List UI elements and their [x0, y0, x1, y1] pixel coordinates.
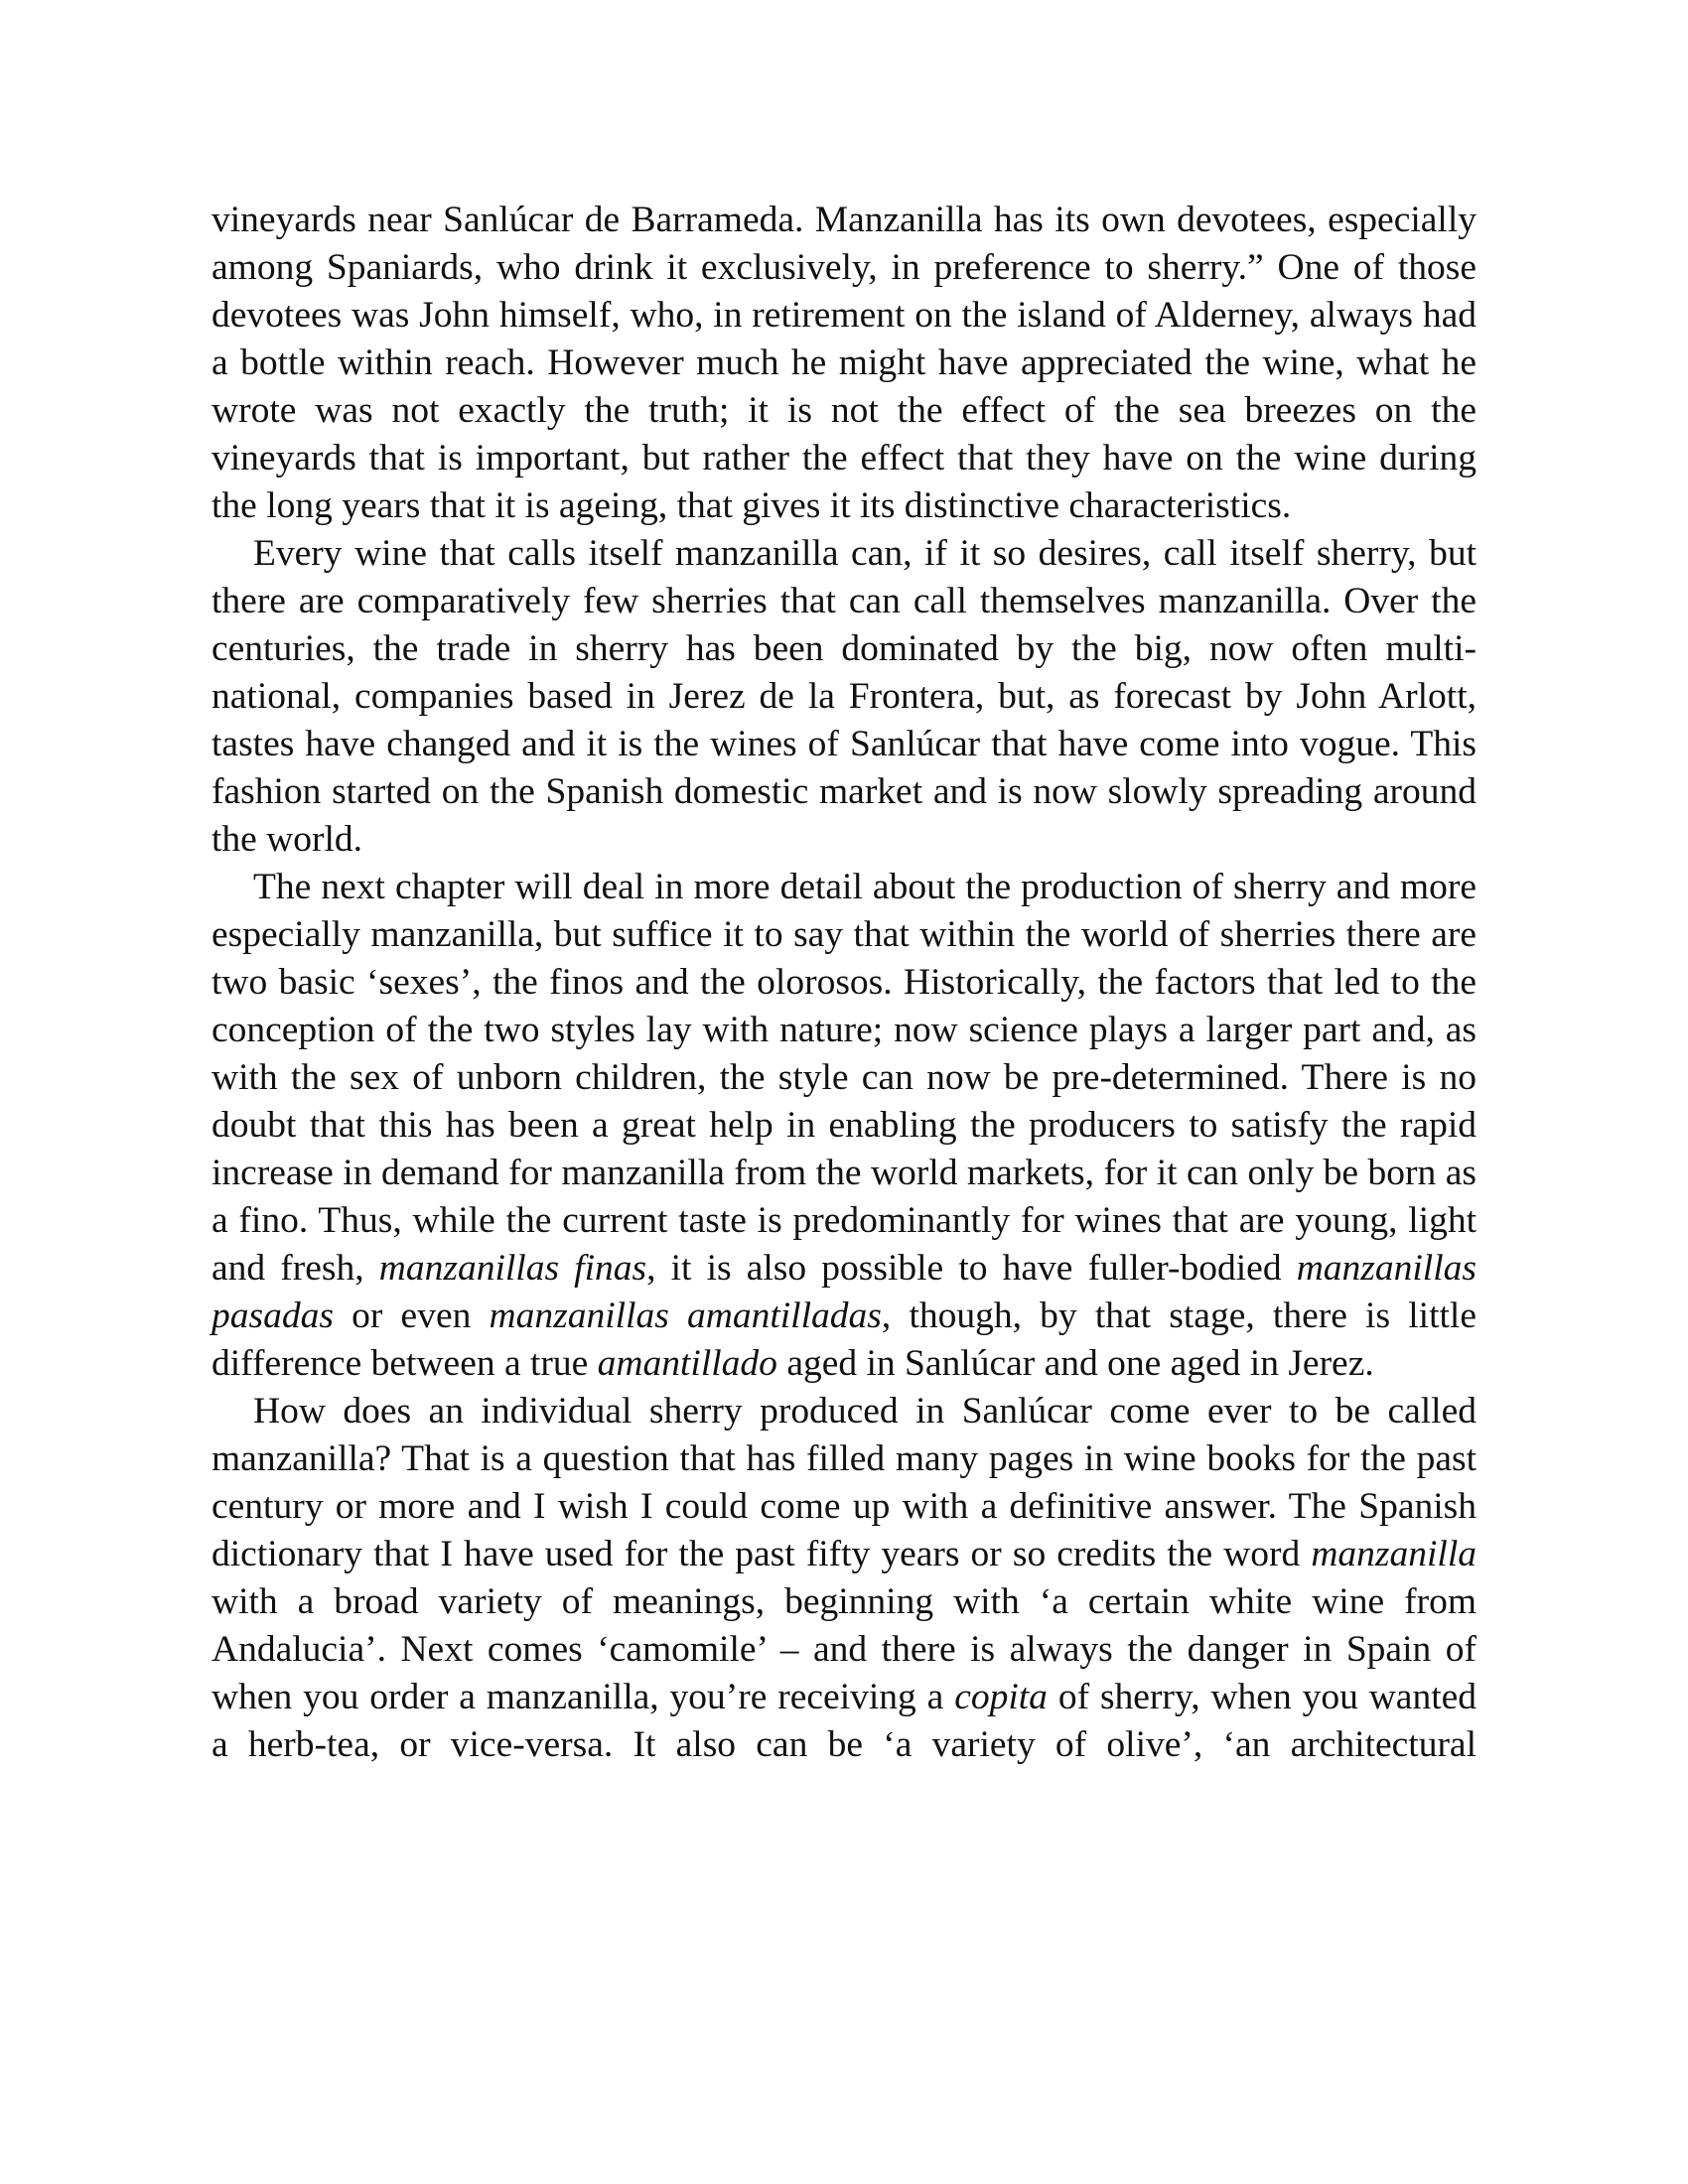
paragraph-3-italic-1: manzanillas finas [378, 1248, 647, 1289]
paragraph-1-text: vineyards near Sanlúcar de Barrameda. Manzanilla has its own devotees, especially among Spaniards, who drink it exclusively, in preference to sherry.” One of those devotees was John himself, who, in retirement on the island of Alderney, always had a bottle within reach. However much he might have appreciated the wine, what he wrote was not exactly the truth; it is not the effect of the sea breezes on the vineyards that is important, but rather the effect that they have on the wine during the long years that it is ageing, that gives it its distinctive characteristics. [211, 200, 1477, 526]
paragraph-3-text-3: or even [333, 1296, 490, 1336]
paragraph-3-italic-3: manzanillas amantilladas [489, 1296, 882, 1336]
paragraph-3-italic-4: amantillado [597, 1343, 777, 1384]
paragraph-3-text-4: , though, by that stage, there is little difference between a true [211, 1296, 1477, 1384]
paragraph-2-text: Every wine that calls itself manzanilla can, if it so desires, call itself sherry, but there are comparatively few sherries that can call themselves manzanilla. Over the centuries, the trade in sherry has been dominated by the big, now often multi-national, companies based in Jerez de la Frontera, but, as forecast by John Arlott, tastes have changed and it is the wines of Sanlúcar that have come into vogue. This fashion started on the Spanish domestic market and is now slowly spreading around the world. [211, 533, 1477, 860]
book-page [211, 197, 1477, 1769]
paragraph-3-text-1: The next chapter will deal in more detail about the production of sherry and more especially manzanilla, but suffice it to say that within the world of sherries there are two basic ‘sexes’, the finos and the olorosos. Historically, the factors that led to the conception of the two styles lay with nature; now science plays a larger part and, as with the sex of unborn children, the style can now be pre-determined. There is no doubt that this has been a great help in enabling the producers to satisfy the rapid increase in demand for manzanilla from the world markets, for it can only be born as a fino. Thus, while the current taste is predominantly for wines that are young, light and fresh, [211, 867, 1477, 1289]
paragraph-2 [211, 530, 1477, 864]
paragraph-4-text-3: of sherry, when you wanted a herb-tea, or vice-versa. It also can be ‘a variety of olive’, ‘an architectural [211, 1677, 1477, 1765]
paragraph-3-text-5: aged in Sanlúcar and one aged in Jerez. [776, 1343, 1374, 1384]
paragraph-4-text-1: How does an individual sherry produced in Sanlúcar come ever to be called manzanilla? That is a question that has filled many pages in wine books for the past century or more and I wish I could come up with a definitive answer. The Spanish dictionary that I have used for the past fifty years or so credits the word [211, 1391, 1477, 1574]
paragraph-1 [211, 197, 1477, 530]
paragraph-3-text-2: , it is also possible to have fuller-bodied [646, 1248, 1297, 1289]
paragraph-4-italic-1: manzanilla [1311, 1534, 1477, 1574]
paragraph-3-italic-2: manzanillas pasadas [211, 1248, 1477, 1336]
paragraph-4-text-2: with a broad variety of meanings, beginning with ‘a certain white wine from Andalucia’. Next comes ‘camomile’ – and there is always the danger in Spain of when you order a manzanilla, you’re receiving a [211, 1581, 1477, 1717]
paragraph-4-italic-2: copita [954, 1677, 1048, 1717]
paragraph-4 [211, 1388, 1477, 1769]
paragraph-3 [211, 864, 1477, 1388]
